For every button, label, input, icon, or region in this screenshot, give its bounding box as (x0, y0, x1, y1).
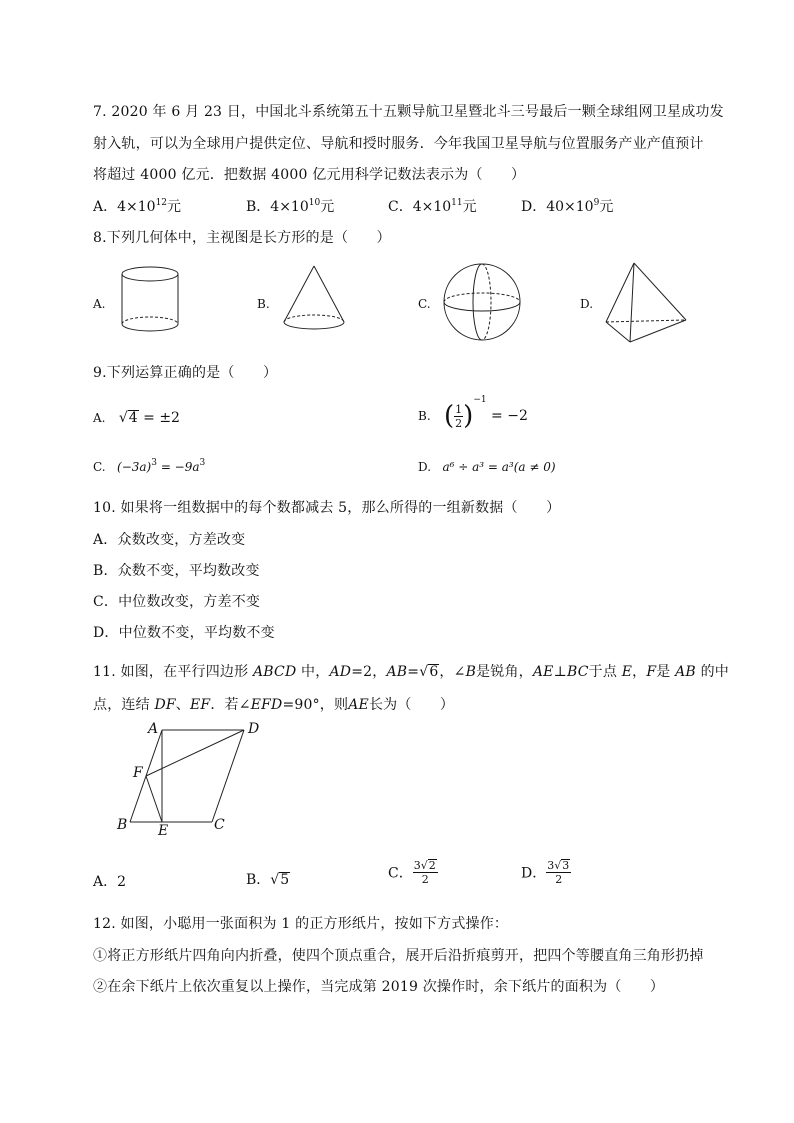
point-e-label: E (158, 823, 169, 839)
q11-line1: 11. 如图，在平行四边形 ABCD 中，AD=2，AB=√6，∠B是锐角，AE⊥BC于点 E，F是 AB 的中 (93, 664, 729, 680)
cylinder-figure (116, 262, 186, 338)
q11-option-a: A．2 (93, 874, 127, 890)
q8-label-c: C. (418, 297, 431, 311)
point-c-label: C (214, 817, 225, 833)
sphere-figure (440, 260, 524, 344)
point-b-label: B (117, 817, 128, 833)
q8-label-d: D. (580, 297, 594, 311)
q10-option-d: D．中位数不变，平均数不变 (93, 625, 275, 641)
q8-label-b: B. (257, 297, 270, 311)
q7-option-a: A．$4\times 10^{12}$元 (93, 198, 182, 215)
q10-stem: 10. 如果将一组数据中的每个数都减去 5，那么所得的一组新数据（ ） (93, 500, 561, 516)
pyramid-figure (600, 260, 692, 346)
point-a-label: A (148, 721, 159, 737)
q9-option-d: D. a⁶ ÷ a³ = a³(a ≠ 0) (418, 460, 556, 474)
q8-stem: 8.下列几何体中，主视图是长方形的是（ ） (93, 230, 391, 246)
point-d-label: D (248, 721, 260, 737)
q11-option-b: B．√5 (246, 872, 290, 888)
q7-line2: 射入轨，可以为全球用户提供定位、导航和授时服务．今年我国卫星导航与位置服务产业产值预计 (93, 136, 704, 152)
q11-option-d: D． $\frac{3√3}{2}$ (521, 859, 570, 886)
q7-option-b: B．$4\times 10^{10}$元 (246, 198, 335, 215)
q8-label-a: A. (93, 297, 106, 311)
q7-option-d: D．$40\times 10^9$元 (521, 198, 614, 215)
q10-option-a: A．众数改变，方差改变 (93, 532, 246, 548)
q10-option-b: B．众数不变，平均数改变 (93, 563, 260, 579)
q12-stem: 12. 如图，小聪用一张面积为 1 的正方形纸片，按如下方式操作： (93, 916, 509, 932)
q7-line3: 将超过 4000 亿元．把数据 4000 亿元用科学记数法表示为（ ） (93, 167, 526, 183)
point-f-label: F (133, 765, 143, 781)
q7-line1: 7. 2020 年 6 月 23 日，中国北斗系统第五十五颗导航卫星暨北斗三号最后一颗全球组网卫星成功发 (93, 104, 724, 120)
q12-step1: ①将正方形纸片四角向内折叠，使四个顶点重合，展开后沿折痕剪开，把四个等腰直角三角形扔掉 (93, 948, 704, 964)
q9-option-a: A. √4 = ±2 (93, 410, 180, 426)
q9-option-b: B. ( $\frac{1}{2}$ )$^{-1}$ = −2 (418, 395, 528, 431)
q11-option-c: C． $\frac{3√2}{2}$ (388, 859, 436, 886)
cone-figure (279, 262, 349, 338)
q9-option-c: C. $(-3a)^3 = -9a^3$ (93, 458, 206, 474)
q9-stem: 9.下列运算正确的是（ ） (93, 365, 278, 381)
q10-option-c: C．中位数改变，方差不变 (93, 594, 261, 610)
q7-option-c: C．$4\times 10^{11}$元 (388, 198, 477, 215)
q11-line2: 点，连结 DF、EF．若∠EFD=90°，则AE长为（ ） (93, 697, 455, 713)
q12-step2: ②在余下纸片上依次重复以上操作，当完成第 2019 次操作时，余下纸片的面积为（ ） (93, 979, 665, 995)
parallelogram-figure (110, 718, 280, 848)
